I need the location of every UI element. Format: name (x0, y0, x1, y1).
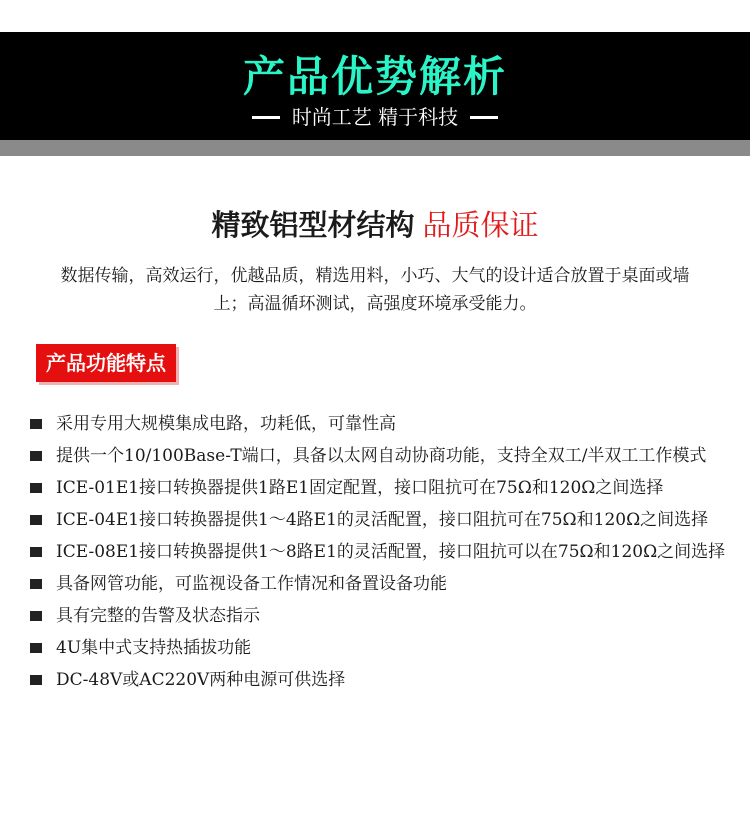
feature-text: DC-48V或AC220V两种电源可供选择 (56, 670, 346, 690)
banner-stripe (0, 140, 750, 156)
section-title-highlight: 品质保证 (422, 208, 539, 242)
feature-text: ICE-08E1接口转换器提供1～8路E1的灵活配置，接口阻抗可以在75Ω和120Ω之间选择 (56, 542, 726, 562)
feature-text: 具备网管功能，可监视设备工作情况和备置设备功能 (56, 574, 447, 594)
feature-text: 提供一个10/100Base-T端口，具备以太网自动协商功能，支持全双工/半双工工作模式 (56, 446, 707, 466)
feature-item (30, 408, 736, 440)
feature-item (30, 472, 736, 504)
features-list (30, 408, 736, 696)
section-intro: 数据传输，高效运行，优越品质，精选用料，小巧、大气的设计适合放置于桌面或墙上；高温循环测试，高强度环境承受能力。 (60, 266, 690, 314)
feature-item (30, 440, 736, 472)
feature-text: ICE-01E1接口转换器提供1路E1固定配置，接口阻抗可在75Ω和120Ω之间选择 (56, 478, 664, 498)
left-dash (252, 116, 280, 119)
feature-text: ICE-04E1接口转换器提供1～4路E1的灵活配置，接口阻抗可在75Ω和120Ω之间选择 (56, 510, 709, 530)
square-bullet-icon (30, 675, 42, 685)
square-bullet-icon (30, 611, 42, 621)
section-heading (0, 205, 750, 245)
feature-item (30, 568, 736, 600)
square-bullet-icon (30, 515, 42, 525)
banner-subtitle-row (0, 103, 750, 131)
features-tag: 产品功能特点 (36, 344, 176, 382)
banner-subtitle: 时尚工艺 精于科技 (291, 105, 459, 129)
banner-title: 产品优势解析 (242, 52, 507, 101)
right-dash (470, 116, 498, 119)
square-bullet-icon (30, 483, 42, 493)
square-bullet-icon (30, 451, 42, 461)
feature-item (30, 504, 736, 536)
feature-item (30, 600, 736, 632)
feature-text: 4U集中式支持热插拔功能 (56, 638, 252, 658)
square-bullet-icon (30, 579, 42, 589)
feature-text: 采用专用大规模集成电路，功耗低，可靠性高 (56, 414, 396, 434)
feature-text: 具有完整的告警及状态指示 (56, 606, 260, 626)
square-bullet-icon (30, 419, 42, 429)
square-bullet-icon (30, 643, 42, 653)
feature-item (30, 664, 736, 696)
feature-item (30, 536, 736, 568)
square-bullet-icon (30, 547, 42, 557)
feature-item (30, 632, 736, 664)
section-title-main: 精致铝型材结构 (211, 208, 415, 242)
